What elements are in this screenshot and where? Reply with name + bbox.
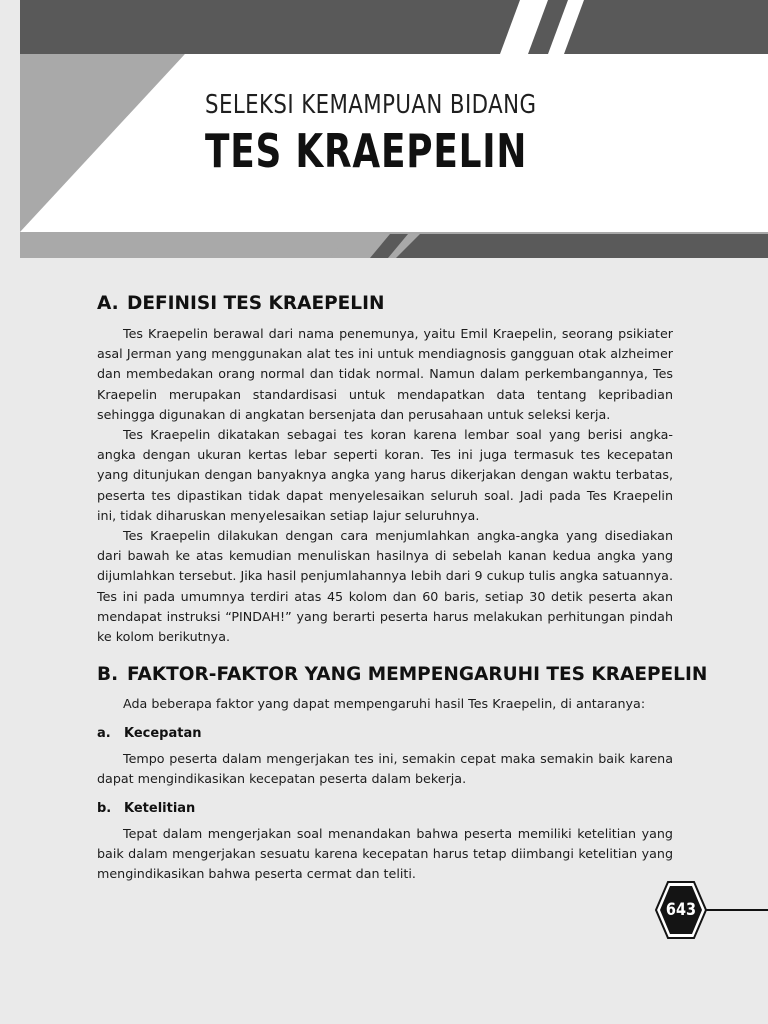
factor-b-title: Ketelitian bbox=[124, 801, 196, 816]
factor-b-heading bbox=[97, 801, 195, 816]
factor-a-title: Kecepatan bbox=[124, 726, 202, 741]
factor-b-body bbox=[97, 824, 673, 885]
factor-b-text: Tepat dalam mengerjakan soal menandakan bahwa peserta memiliki ketelitian yang baik dalam mengerjakan sesuatu karena kecepatan harus tetap diimbangi ketelitian yang mengindikasikan bahwa peserta cermat dan teliti. bbox=[97, 826, 673, 882]
section-b-heading bbox=[97, 664, 707, 685]
section-b-title: FAKTOR-FAKTOR YANG MEMPENGARUHI TES KRAEPELIN bbox=[127, 664, 708, 685]
header-subtitle: SELEKSI KEMAMPUAN BIDANG bbox=[205, 90, 537, 120]
factor-b-letter: b. bbox=[97, 801, 112, 816]
page-number: 643 bbox=[665, 900, 697, 920]
section-a-paragraph-2: Tes Kraepelin dikatakan sebagai tes koran karena lembar soal yang berisi angka-angka dengan ukuran kertas lebar seperti koran. Tes ini juga termasuk tes kecepatan yang ditunjukan dengan banyaknya angka yang harus dikerjakan dengan waktu terbatas, peserta tes dipastikan tidak dapat menyelesaikan seluruh soal. Jadi pada Tes Kraepelin ini, tidak diharuskan menyelesaikan setiap lajur seluruhnya. bbox=[97, 427, 673, 523]
factor-a-heading bbox=[97, 726, 202, 741]
section-b-intro: Ada beberapa faktor yang dapat mempengaruhi hasil Tes Kraepelin, di antaranya: bbox=[123, 696, 646, 711]
section-b-number: B. bbox=[97, 664, 119, 685]
section-a-paragraph-1: Tes Kraepelin berawal dari nama penemunya, yaitu Emil Kraepelin, seorang psikiater asal Jerman yang menggunakan alat tes ini untuk mendiagnosis gangguan otak alzheimer dan membedakan orang normal dan tidak normal. Namun dalam perkembangannya, Tes Kraepelin merupakan standardisasi untuk mendapatkan data tentang kepribadian sehingga digunakan di angkatan bersenjata dan perusahaan untuk seleksi kerja. bbox=[97, 326, 673, 422]
factor-a-letter: a. bbox=[97, 726, 111, 741]
factor-a-text: Tempo peserta dalam mengerjakan tes ini, semakin cepat maka semakin baik karena dapat mengindikasikan kecepatan peserta dalam bekerja. bbox=[97, 751, 673, 787]
header-title: TES KRAEPELIN bbox=[205, 124, 528, 178]
section-b-intro-block bbox=[97, 694, 673, 714]
section-a-number: A. bbox=[97, 293, 119, 314]
section-a-heading bbox=[97, 293, 384, 314]
section-a-title: DEFINISI TES KRAEPELIN bbox=[127, 293, 385, 314]
header-bottom-band bbox=[396, 234, 768, 258]
section-a-paragraph-3: Tes Kraepelin dilakukan dengan cara menjumlahkan angka-angka yang disediakan dari bawah ke atas kemudian menuliskan hasilnya di sebelah kanan kedua angka yang dijumlahkan tersebut. Jika hasil penjumlahannya lebih dari 9 cukup tulis angka satuannya. Tes ini pada umumnya terdiri atas 45 kolom dan 60 baris, setiap 30 detik peserta akan mendapat instruksi “PINDAH!” yang berarti peserta harus melakukan perhitungan pindah ke kolom berikutnya. bbox=[97, 528, 673, 645]
page-number-rule bbox=[704, 909, 768, 911]
header-top-band bbox=[20, 0, 768, 54]
factor-a-body bbox=[97, 749, 673, 789]
header-title-block bbox=[205, 90, 618, 176]
section-a-body bbox=[97, 324, 673, 647]
